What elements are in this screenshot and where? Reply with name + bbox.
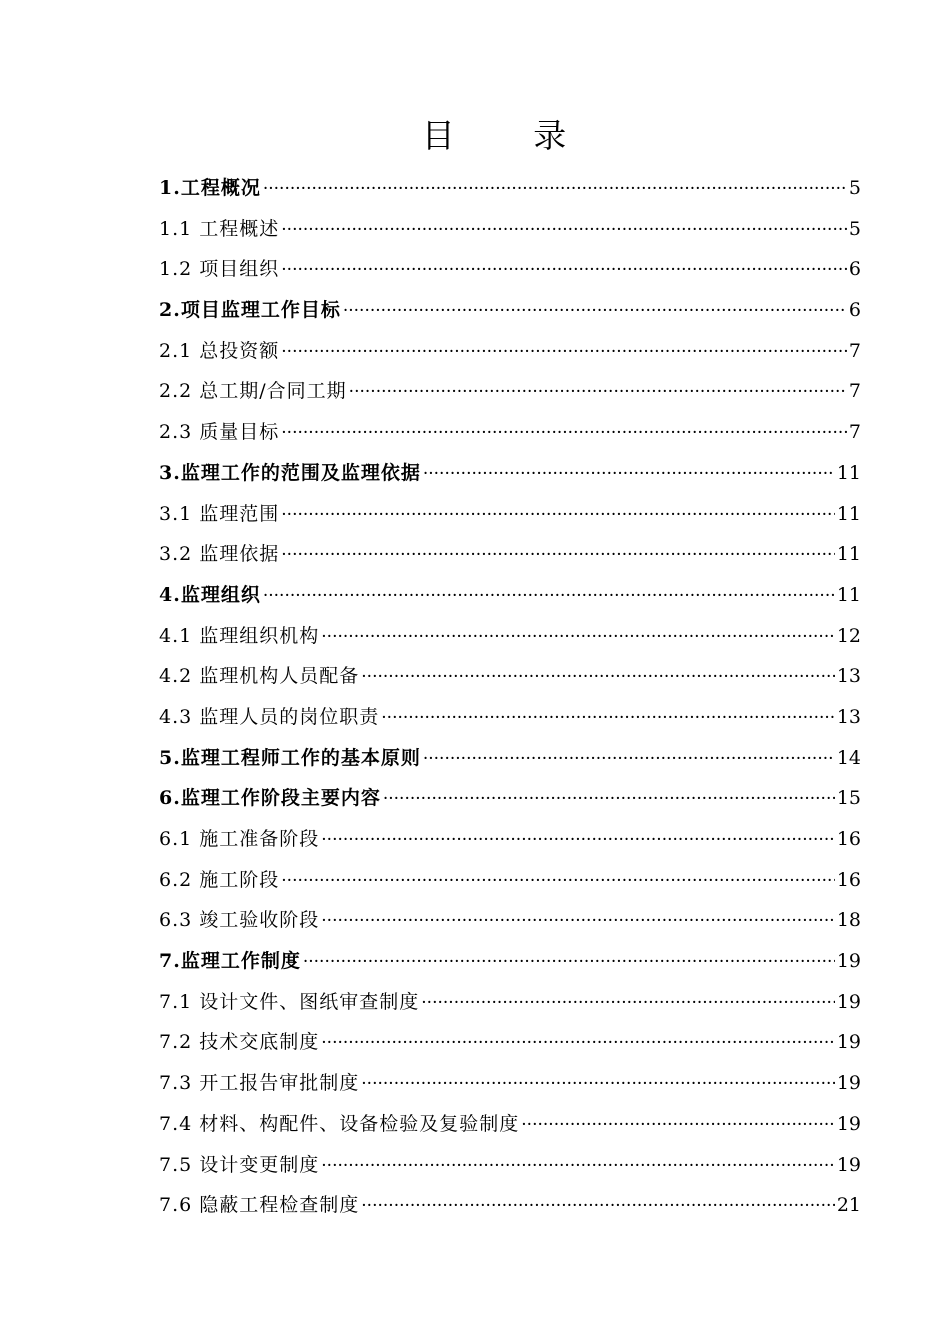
toc-dot-leader — [343, 291, 847, 332]
toc-entry-label: 7.2 技术交底制度 — [159, 1031, 320, 1054]
toc-entry-label: 6.1 施工准备阶段 — [159, 828, 320, 850]
toc-entry-label: 1.工程概况 — [159, 177, 261, 199]
toc-entry-label: 3.1 监理范围 — [159, 502, 280, 525]
toc-entry[interactable] — [159, 453, 861, 494]
toc-entry[interactable] — [159, 656, 861, 697]
toc-entry-label: 7.1 设计文件、图纸审查制度 — [159, 990, 420, 1013]
toc-entry[interactable] — [159, 331, 861, 372]
toc-entry-page-number: 5 — [848, 177, 861, 199]
toc-entry-page-number: 6 — [848, 258, 861, 281]
toc-entry[interactable] — [159, 575, 861, 616]
toc-entry-label: 6.2 施工阶段 — [159, 868, 280, 891]
toc-dot-leader — [281, 332, 847, 373]
toc-entry[interactable] — [159, 941, 861, 982]
toc-entry[interactable] — [159, 900, 861, 941]
toc-entry[interactable] — [159, 168, 861, 209]
toc-entry[interactable] — [159, 819, 861, 860]
toc-dot-leader — [349, 372, 847, 413]
toc-entry[interactable] — [159, 616, 861, 657]
toc-entry-label: 7.3 开工报告审批制度 — [159, 1072, 360, 1095]
toc-dot-leader — [281, 495, 835, 536]
toc-dot-leader — [281, 250, 847, 291]
toc-entry-label: 4.2 监理机构人员配备 — [159, 665, 360, 688]
toc-entry[interactable] — [159, 290, 861, 331]
toc-entry[interactable] — [159, 738, 861, 779]
toc-dot-leader — [383, 779, 835, 820]
toc-entry[interactable] — [159, 371, 861, 412]
toc-dot-leader — [423, 454, 835, 495]
toc-entry-page-number: 7 — [848, 421, 861, 444]
toc-entry-page-number: 12 — [836, 624, 861, 647]
toc-entry-page-number: 11 — [836, 461, 861, 484]
toc-title: 目 录 — [421, 116, 601, 155]
toc-entry-label: 7.4 材料、构配件、设备检验及复验制度 — [159, 1112, 520, 1135]
toc-entry-page-number: 5 — [848, 217, 861, 240]
toc-entry-page-number: 6 — [848, 299, 861, 322]
toc-dot-leader — [321, 901, 835, 942]
toc-entry-page-number: 16 — [836, 868, 861, 891]
toc-entry[interactable] — [159, 1022, 861, 1063]
toc-entry-page-number: 15 — [836, 787, 861, 810]
toc-dot-leader — [281, 861, 835, 902]
toc-dot-leader — [361, 1064, 835, 1105]
toc-dot-leader — [263, 576, 835, 617]
toc-entry[interactable] — [159, 412, 861, 453]
toc-dot-leader — [303, 942, 835, 983]
toc-entry-label: 1.1 工程概述 — [159, 217, 280, 240]
toc-entry-label: 7.5 设计变更制度 — [159, 1153, 320, 1176]
toc-entry-label: 2.3 质量目标 — [159, 421, 280, 444]
toc-dot-leader — [321, 617, 835, 658]
toc-dot-leader — [263, 169, 847, 210]
toc-entry-label: 6.3 竣工验收阶段 — [159, 909, 320, 932]
toc-entry[interactable] — [159, 860, 861, 901]
toc-entry[interactable] — [159, 1063, 861, 1104]
toc-entry[interactable] — [159, 778, 861, 819]
toc-dot-leader — [381, 698, 835, 739]
toc-entry-label: 5.监理工程师工作的基本原则 — [159, 746, 421, 769]
toc-entry-label: 1.2 项目组织 — [159, 258, 280, 281]
toc-entry[interactable] — [159, 697, 861, 738]
toc-dot-leader — [321, 1023, 835, 1064]
toc-entry-label: 7.监理工作制度 — [159, 950, 301, 973]
toc-entry-page-number: 19 — [836, 950, 861, 973]
toc-entry[interactable] — [159, 1145, 861, 1186]
toc-entry-page-number: 18 — [836, 909, 861, 932]
toc-entry[interactable] — [159, 209, 861, 250]
toc-entry[interactable] — [159, 1104, 861, 1145]
toc-list — [159, 168, 861, 1226]
toc-dot-leader — [281, 210, 847, 251]
toc-entry-page-number: 13 — [836, 705, 861, 728]
toc-entry-page-number: 11 — [836, 502, 861, 525]
toc-entry-page-number: 11 — [836, 543, 861, 566]
toc-entry-label: 2.项目监理工作目标 — [159, 299, 341, 322]
toc-entry[interactable] — [159, 534, 861, 575]
toc-entry-page-number: 19 — [836, 1153, 861, 1176]
toc-entry-page-number: 16 — [836, 828, 861, 850]
toc-entry[interactable] — [159, 494, 861, 535]
toc-dot-leader — [361, 657, 835, 698]
toc-dot-leader — [521, 1105, 835, 1146]
toc-entry-label: 4.3 监理人员的岗位职责 — [159, 705, 380, 728]
toc-entry[interactable] — [159, 1185, 861, 1226]
toc-dot-leader — [281, 535, 835, 576]
toc-entry[interactable] — [159, 249, 861, 290]
toc-entry-page-number: 19 — [836, 990, 861, 1013]
toc-entry-label: 4.监理组织 — [159, 583, 261, 606]
toc-entry-page-number: 19 — [836, 1031, 861, 1054]
toc-dot-leader — [361, 1186, 835, 1227]
toc-entry-label: 2.1 总投资额 — [159, 339, 280, 362]
toc-entry-page-number: 11 — [836, 583, 861, 606]
toc-entry-label: 7.6 隐蔽工程检查制度 — [159, 1194, 360, 1217]
toc-entry-label: 3.监理工作的范围及监理依据 — [159, 461, 421, 484]
toc-entry-label: 3.2 监理依据 — [159, 543, 280, 566]
toc-dot-leader — [321, 1146, 835, 1187]
toc-dot-leader — [321, 820, 835, 861]
toc-entry-page-number: 13 — [836, 665, 861, 688]
toc-entry-page-number: 14 — [836, 746, 861, 769]
toc-entry-label: 2.2 总工期/合同工期 — [159, 380, 347, 403]
toc-entry-page-number: 21 — [836, 1194, 861, 1217]
toc-entry-page-number: 7 — [848, 380, 861, 403]
toc-entry-page-number: 19 — [836, 1112, 861, 1135]
toc-entry-page-number: 19 — [836, 1072, 861, 1095]
toc-dot-leader — [423, 739, 835, 780]
toc-dot-leader — [421, 983, 835, 1024]
toc-entry-label: 6.监理工作阶段主要内容 — [159, 787, 381, 810]
toc-entry[interactable] — [159, 982, 861, 1023]
toc-dot-leader — [281, 413, 847, 454]
toc-entry-label: 4.1 监理组织机构 — [159, 624, 320, 647]
toc-entry-page-number: 7 — [848, 339, 861, 362]
